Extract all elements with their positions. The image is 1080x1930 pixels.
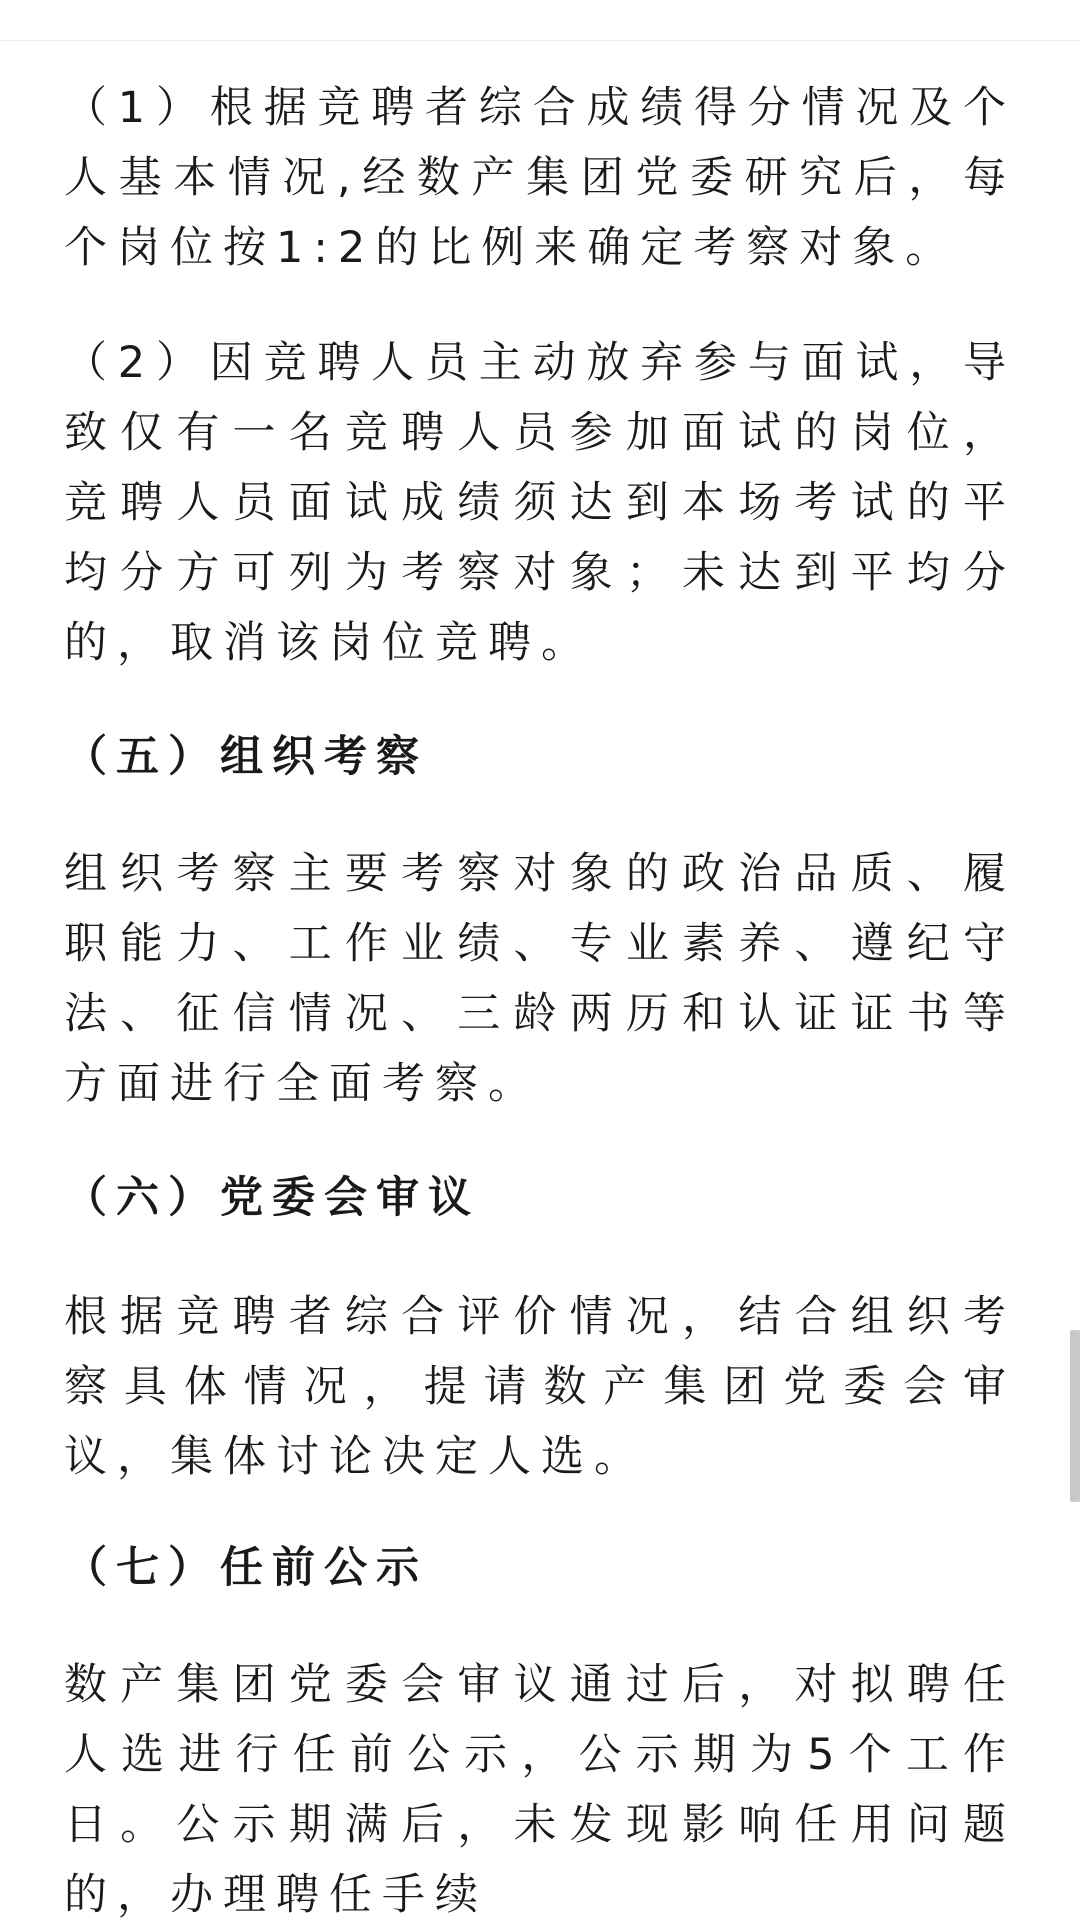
article-paragraph: （1）根据竞聘者综合成绩得分情况及个人基本情况,经数产集团党委研究后，每个岗位按1:2的比例来确定考察对象。 [64,83,1016,273]
section-heading-party-committee-review: （六）党委会审议 [64,1173,480,1223]
article-paragraph: 数产集团党委会审议通过后，对拟聘任人选进行任前公示，公示期为5个工作日。公示期满后，未发现影响任用问题的，办理聘任手续 [64,1660,1016,1920]
section-heading-organization-inspection: （五）组织考察 [64,732,428,782]
article-paragraph: （2）因竞聘人员主动放弃参与面试，导致仅有一名竞聘人员参加面试的岗位，竞聘人员面试成绩须达到本场考试的平均分方可列为考察对象；未达到平均分的，取消该岗位竞聘。 [64,338,1016,668]
top-divider [0,40,1080,41]
section-heading-pre-appointment-notice: （七）任前公示 [64,1543,428,1593]
article-paragraph: 组织考察主要考察对象的政治品质、履职能力、工作业绩、专业素养、遵纪守法、征信情况、三龄两历和认证证书等方面进行全面考察。 [64,849,1016,1109]
article-paragraph: 根据竞聘者综合评价情况，结合组织考察具体情况，提请数产集团党委会审议，集体讨论决定人选。 [64,1292,1016,1482]
scrollbar-thumb[interactable] [1070,1330,1080,1502]
